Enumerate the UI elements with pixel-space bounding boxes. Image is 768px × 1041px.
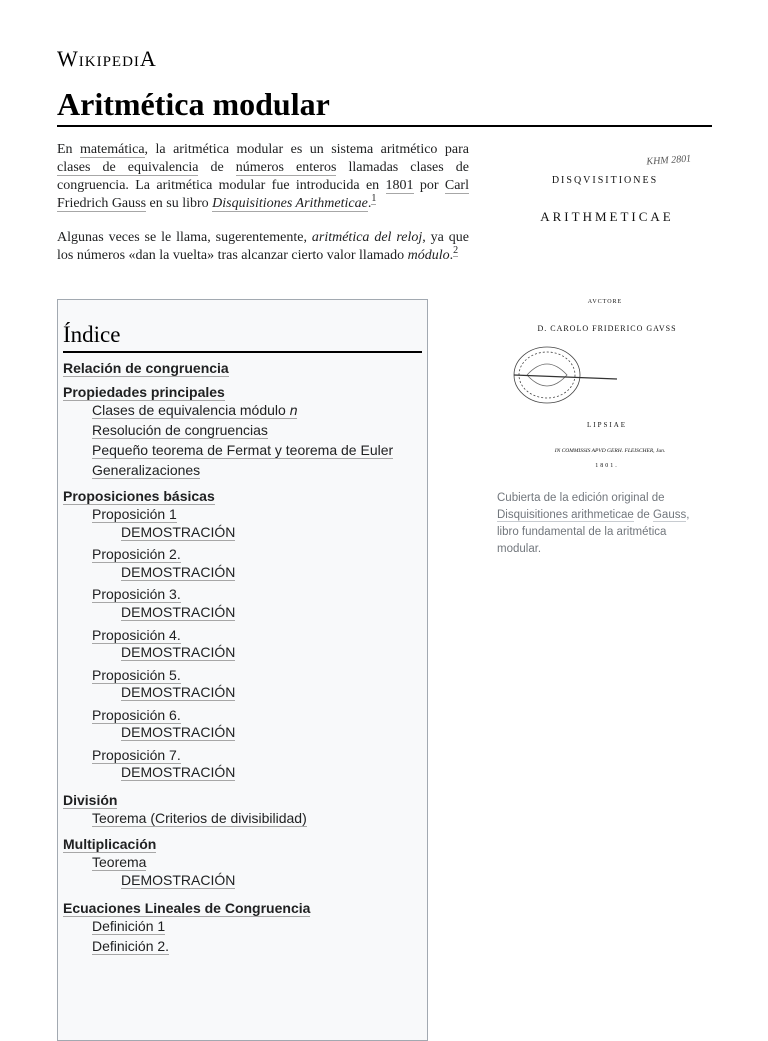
text-run: de — [633, 509, 653, 521]
toc-item-label: Propiedades principales — [63, 384, 225, 400]
toc-item[interactable] — [92, 854, 146, 871]
toc-item[interactable] — [92, 938, 169, 955]
toc-item-label: Clases de equivalencia módulo — [92, 402, 290, 418]
text-run: , libro fundamental de la aritmética modular. — [497, 509, 690, 555]
text-run: en su libro — [146, 196, 213, 211]
wikipedia-logo[interactable]: WikipediA — [57, 46, 157, 71]
cover-line-2: ARITHMETICAE — [540, 209, 674, 224]
table-of-contents — [57, 299, 428, 1041]
toc-item[interactable] — [92, 586, 181, 603]
toc-item[interactable] — [121, 564, 235, 581]
text-run: llamadas clases de congruencia. La aritmética modular fue introducida en — [57, 160, 469, 193]
cover-line-1: DISQVISITIONES — [551, 175, 659, 186]
cover-scribble: KHM 2801 — [646, 153, 692, 168]
toc-item-label: DEMOSTRACIÓN — [121, 764, 236, 780]
toc-item[interactable] — [92, 442, 393, 459]
toc-item-label: Proposición 1 — [92, 506, 177, 522]
text-run: En — [57, 142, 81, 157]
toc-item[interactable] — [121, 524, 235, 541]
toc-item-label: DEMOSTRACIÓN — [121, 564, 236, 580]
title-divider — [57, 125, 712, 127]
toc-item-label: DEMOSTRACIÓN — [121, 604, 236, 620]
article-link[interactable]: Carl Friedrich Gauss — [57, 178, 469, 211]
toc-item-label: Pequeño teorema de Fermat y teorema de Euler — [92, 442, 394, 458]
toc-item[interactable] — [121, 764, 235, 781]
toc-item[interactable] — [92, 667, 181, 684]
article-link[interactable]: Gauss — [652, 509, 687, 521]
toc-item-label: Proposición 2. — [92, 546, 181, 562]
toc-item[interactable] — [63, 360, 229, 377]
toc-item-label: Proposición 7. — [92, 747, 181, 763]
toc-item-label: Ecuaciones Lineales de Congruencia — [63, 900, 311, 916]
toc-item-label: Teorema (Criterios de divisibilidad) — [92, 810, 307, 826]
cover-line-3: AVCTORE — [587, 299, 623, 305]
cover-line-6: IN COMMISSIS APVD GERH. FLEISCHER, Jun. — [554, 448, 666, 454]
toc-item-label: DEMOSTRACIÓN — [121, 684, 236, 700]
toc-item-label: Proposición 6. — [92, 707, 181, 723]
text-run: aritmética del reloj — [311, 230, 423, 245]
page-title: Aritmética modular — [57, 86, 330, 122]
reference-sup — [371, 193, 376, 205]
toc-item-label: DEMOSTRACIÓN — [121, 644, 236, 660]
toc-item[interactable] — [92, 627, 181, 644]
cover-line-7: 1801. — [595, 463, 619, 469]
toc-item-label: Proposición 3. — [92, 586, 181, 602]
toc-item[interactable] — [63, 900, 310, 917]
text-run: . — [449, 248, 454, 263]
cover-line-4: D. CAROLO FRIDERICO GAVSS — [537, 324, 677, 333]
toc-item[interactable] — [63, 384, 225, 401]
toc-item-label: DEMOSTRACIÓN — [121, 524, 236, 540]
article-link[interactable]: Disquisitiones Arithmeticae — [212, 196, 368, 211]
toc-item-label: Relación de congruencia — [63, 360, 229, 376]
toc-item-label: Teorema — [92, 854, 147, 870]
figure-caption — [497, 490, 697, 558]
toc-item-label: Definición 1 — [92, 918, 166, 934]
cover-line-5: LIPSIAE — [586, 421, 628, 429]
toc-item-label: Proposición 4. — [92, 627, 181, 643]
toc-item[interactable] — [63, 836, 156, 853]
intro-paragraph-2 — [57, 229, 469, 265]
toc-item[interactable] — [92, 747, 181, 764]
toc-item-label: Proposición 5. — [92, 667, 181, 683]
toc-item-label: Generalizaciones — [92, 462, 201, 478]
toc-item[interactable] — [92, 506, 177, 523]
toc-item-label: Multiplicación — [63, 836, 157, 852]
toc-item[interactable] — [92, 402, 297, 419]
toc-item-label: DEMOSTRACIÓN — [121, 724, 236, 740]
toc-item[interactable] — [63, 488, 215, 505]
toc-item[interactable] — [121, 724, 235, 741]
toc-item[interactable] — [121, 604, 235, 621]
toc-item[interactable] — [121, 684, 235, 701]
toc-item[interactable] — [121, 644, 235, 661]
text-run: de — [198, 160, 236, 175]
toc-item-label: Proposiciones básicas — [63, 488, 215, 504]
toc-item[interactable] — [92, 810, 307, 827]
toc-item-label: Resolución de congruencias — [92, 422, 268, 438]
text-run: por — [413, 178, 445, 193]
toc-divider — [63, 351, 422, 353]
text-run: , la aritmética modular es un sistema aritmético para — [144, 142, 469, 157]
reference-link[interactable]: 1 — [371, 193, 377, 205]
text-run: , ya que los números «dan la vuelta» tras alcanzar cierto valor llamado — [57, 230, 469, 263]
article-link[interactable]: 1801 — [385, 178, 414, 193]
toc-item[interactable] — [63, 792, 117, 809]
toc-item[interactable] — [92, 462, 200, 479]
reference-link[interactable]: 2 — [453, 245, 459, 257]
library-stamp — [514, 347, 617, 403]
toc-item-label: DEMOSTRACIÓN — [121, 872, 236, 888]
article-link[interactable]: clases de equivalencia — [57, 160, 199, 175]
toc-item[interactable] — [92, 422, 268, 439]
article-link[interactable]: números enteros — [235, 160, 337, 175]
toc-item[interactable] — [92, 546, 181, 563]
reference-sup — [453, 245, 458, 257]
text-run: Algunas veces se le llama, sugerentemente, — [57, 230, 312, 245]
toc-item[interactable] — [121, 872, 235, 889]
text-run: Cubierta de la edición original de — [497, 492, 665, 504]
toc-item-variable: n — [289, 402, 298, 418]
toc-title: Índice — [63, 322, 121, 347]
article-link[interactable]: Disquisitiones arithmeticae — [497, 509, 634, 521]
toc-item-label: División — [63, 792, 118, 808]
toc-item[interactable] — [92, 918, 165, 935]
toc-item-label: Definición 2. — [92, 938, 170, 954]
book-cover-image[interactable] — [497, 143, 710, 483]
text-run: . — [367, 196, 372, 211]
article-link[interactable]: matemática — [80, 142, 145, 157]
text-run: módulo — [407, 248, 450, 263]
toc-item[interactable] — [92, 707, 181, 724]
intro-paragraph-1 — [57, 141, 469, 213]
